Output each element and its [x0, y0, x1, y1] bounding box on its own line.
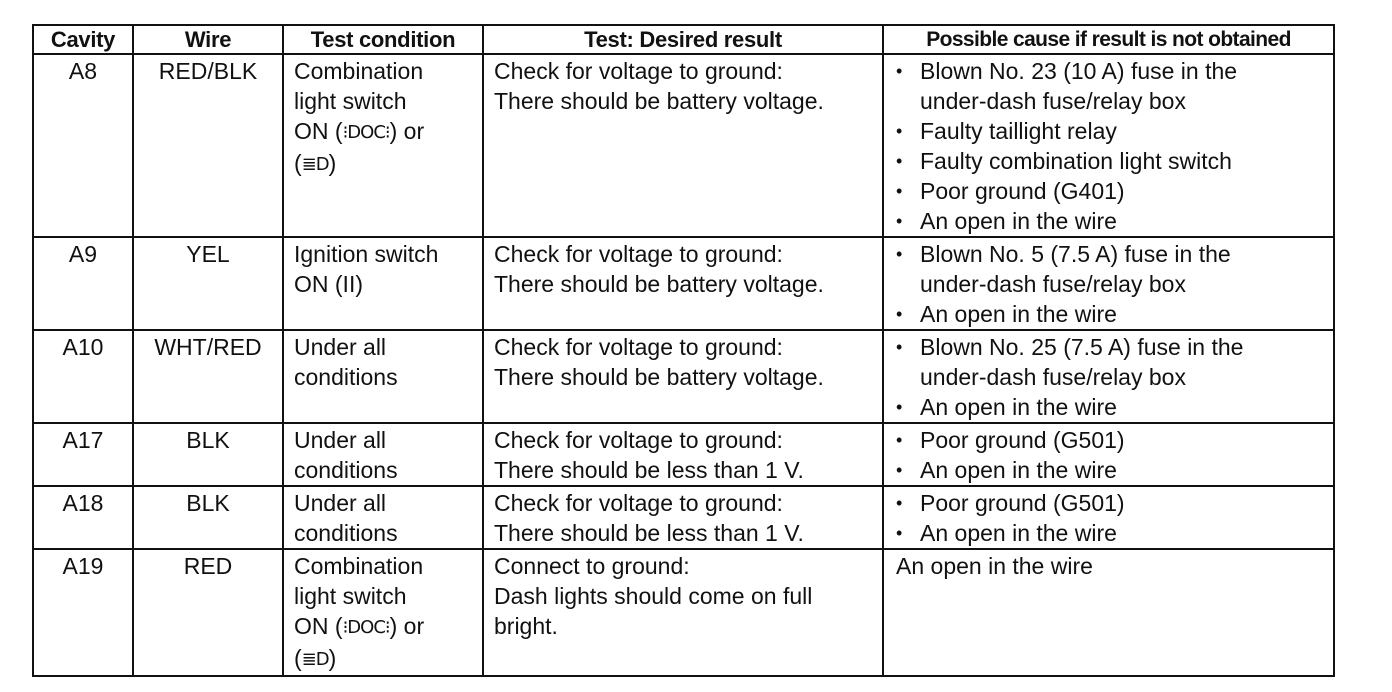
cause-cell — [883, 486, 1334, 549]
parking-lights-icon: ⁝DOC⁝ — [342, 617, 390, 638]
condition-line: conditions — [294, 457, 398, 483]
header-possible-cause: Possible cause if result is not obtained — [883, 25, 1334, 54]
wire-cell: RED — [133, 549, 283, 676]
condition-text: ON ( — [294, 613, 343, 639]
condition-text: ) — [328, 150, 337, 176]
headlights-icon: ≣D — [301, 649, 329, 670]
cause-list — [894, 332, 1323, 422]
result-line: There should be battery voltage. — [494, 364, 824, 390]
result-line: There should be less than 1 V. — [494, 457, 804, 483]
wire-cell: BLK — [133, 423, 283, 486]
result-cell — [483, 486, 883, 549]
condition-line — [294, 643, 472, 675]
table-row-a17 — [33, 423, 1334, 486]
condition-cell — [283, 237, 483, 330]
table-row-a9 — [33, 237, 1334, 330]
cause-item: • An open in the wire — [896, 520, 1117, 546]
cavity-cell: A18 — [33, 486, 133, 549]
header-test-condition: Test condition — [283, 25, 483, 54]
connector-test-table — [32, 24, 1335, 677]
condition-text: ) or — [389, 613, 425, 639]
condition-line: ON (II) — [294, 271, 363, 297]
table-row-a18 — [33, 486, 1334, 549]
condition-cell — [283, 549, 483, 676]
result-line: There should be less than 1 V. — [494, 520, 804, 546]
wire-cell: WHT/RED — [133, 330, 283, 423]
condition-line: Under all — [294, 427, 387, 453]
result-line: Check for voltage to ground: — [494, 241, 783, 267]
cause-item: • Blown No. 5 (7.5 A) fuse in the — [896, 241, 1231, 267]
result-line: Dash lights should come on full — [494, 583, 813, 609]
condition-line: Under all — [294, 334, 387, 360]
cavity-cell: A10 — [33, 330, 133, 423]
result-line: There should be battery voltage. — [494, 271, 824, 297]
cause-item: • An open in the wire — [896, 301, 1117, 327]
header-row — [33, 25, 1334, 54]
condition-line: Combination — [294, 58, 424, 84]
condition-line: light switch — [294, 583, 407, 609]
condition-line: Ignition switch — [294, 241, 439, 267]
condition-cell — [283, 330, 483, 423]
result-cell — [483, 237, 883, 330]
cause-item-continuation: under-dash fuse/relay box — [920, 88, 1186, 114]
cause-text: An open in the wire — [896, 553, 1093, 579]
result-cell — [483, 549, 883, 676]
cause-list — [894, 56, 1323, 236]
condition-line: conditions — [294, 520, 398, 546]
condition-line: conditions — [294, 364, 398, 390]
condition-text: ( — [294, 645, 302, 671]
result-line: Check for voltage to ground: — [494, 58, 783, 84]
result-line: Check for voltage to ground: — [494, 490, 783, 516]
cavity-cell: A17 — [33, 423, 133, 486]
wire-cell: YEL — [133, 237, 283, 330]
result-line: Check for voltage to ground: — [494, 427, 783, 453]
headlights-icon: ≣D — [301, 154, 329, 175]
cause-cell — [883, 330, 1334, 423]
header-wire: Wire — [133, 25, 283, 54]
result-line: Check for voltage to ground: — [494, 334, 783, 360]
condition-line — [294, 148, 472, 180]
table-row-a10 — [33, 330, 1334, 423]
cause-item: • Faulty combination light switch — [896, 148, 1232, 174]
cause-item: • Poor ground (G401) — [896, 178, 1125, 204]
result-line: There should be battery voltage. — [494, 88, 824, 114]
cause-list — [894, 425, 1323, 485]
condition-cell — [283, 54, 483, 237]
wire-cell: BLK — [133, 486, 283, 549]
cause-item-continuation: under-dash fuse/relay box — [920, 271, 1186, 297]
cavity-cell: A9 — [33, 237, 133, 330]
cause-list — [894, 488, 1323, 548]
cause-cell — [883, 423, 1334, 486]
cause-cell — [883, 237, 1334, 330]
condition-line: Under all — [294, 490, 387, 516]
cause-item: • Blown No. 23 (10 A) fuse in the — [896, 58, 1238, 84]
cause-item: • Poor ground (G501) — [896, 490, 1125, 516]
header-cavity: Cavity — [33, 25, 133, 54]
cause-list — [894, 239, 1323, 329]
condition-line: light switch — [294, 88, 407, 114]
cause-item: • An open in the wire — [896, 208, 1117, 234]
condition-line — [294, 116, 472, 148]
condition-cell — [283, 423, 483, 486]
cause-cell — [883, 54, 1334, 237]
result-line: bright. — [494, 613, 558, 639]
condition-cell — [283, 486, 483, 549]
cavity-cell: A8 — [33, 54, 133, 237]
condition-text: ON ( — [294, 118, 343, 144]
cause-cell — [883, 549, 1334, 676]
cavity-cell: A19 — [33, 549, 133, 676]
condition-text: ) — [328, 645, 337, 671]
condition-line — [294, 611, 472, 643]
table-row-a19 — [33, 549, 1334, 676]
cause-item: • Poor ground (G501) — [896, 427, 1125, 453]
cause-item-continuation: under-dash fuse/relay box — [920, 364, 1186, 390]
parking-lights-icon: ⁝DOC⁝ — [342, 122, 390, 143]
wire-cell: RED/BLK — [133, 54, 283, 237]
result-line: Connect to ground: — [494, 553, 690, 579]
cause-item: • Faulty taillight relay — [896, 118, 1117, 144]
condition-text: ( — [294, 150, 302, 176]
condition-text: ) or — [389, 118, 425, 144]
header-test-desired-result: Test: Desired result — [483, 25, 883, 54]
cause-item: • Blown No. 25 (7.5 A) fuse in the — [896, 334, 1244, 360]
result-cell — [483, 54, 883, 237]
result-cell — [483, 423, 883, 486]
table-row-a8 — [33, 54, 1334, 237]
cause-item: • An open in the wire — [896, 457, 1117, 483]
result-cell — [483, 330, 883, 423]
condition-line: Combination — [294, 553, 424, 579]
cause-item: • An open in the wire — [896, 394, 1117, 420]
